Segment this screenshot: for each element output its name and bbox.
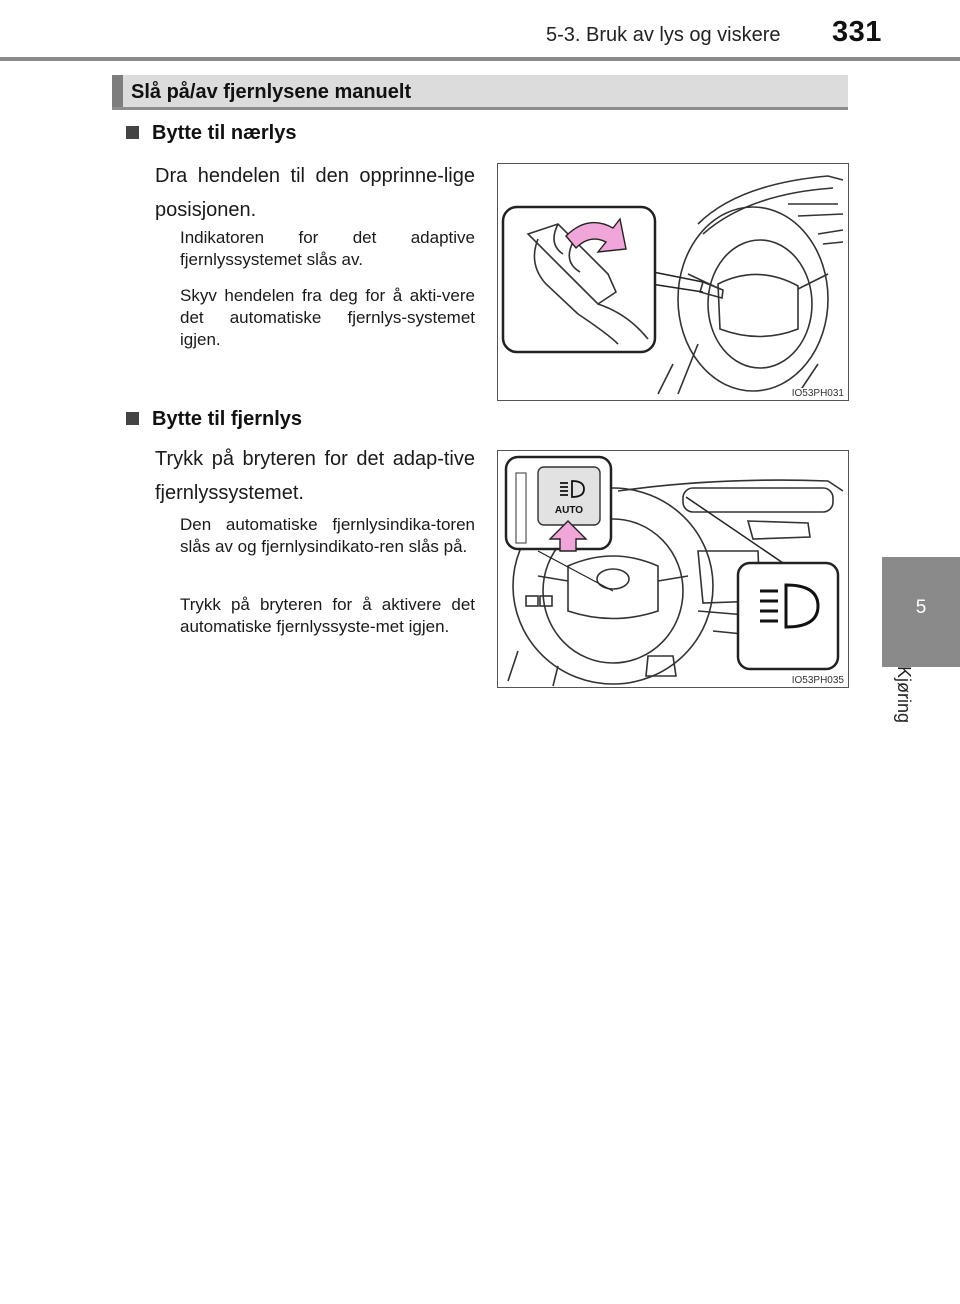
switch-illustration [498,451,848,687]
subheading-low-beam [126,122,296,145]
figure-switch-code: IO53PH035 [791,675,844,686]
square-bullet-icon [126,412,139,425]
header-rule [0,57,960,61]
section-title: Slå på/av fjernlysene manuelt [131,81,412,103]
auto-switch-label: AUTO [554,505,584,516]
chapter-number: 5 [915,597,927,618]
subheading-high-beam [126,408,302,431]
note-low-beam-2: Skyv hendelen fra deg for å akti-vere det automatiske fjernlys-systemet igjen. [180,286,475,349]
subheading-high-beam-text: Bytte til fjernlys [152,408,303,430]
section-heading-bar [112,75,848,109]
section-heading-accent [112,75,123,109]
instruction-low-beam: Dra hendelen til den opprinne-lige posisjonen. [155,165,475,221]
lever-illustration [498,164,848,400]
chapter-label-wrap [893,666,933,746]
note-low-beam-1: Indikatoren for det adaptive fjernlyssystemet slås av. [180,228,475,269]
chapter-tab [882,557,960,667]
figure-lever-code: IO53PH031 [791,388,844,399]
section-heading-underline [112,107,848,110]
header-section-title: 5-3. Bruk av lys og viskere [546,24,781,46]
subheading-low-beam-text: Bytte til nærlys [152,122,297,144]
square-bullet-icon [126,126,139,139]
page-number: 331 [832,16,882,48]
figure-switch [497,450,849,688]
note-high-beam-2: Trykk på bryteren for å aktivere det automatiske fjernlyssyste-met igjen. [180,595,475,636]
instruction-high-beam: Trykk på bryteren for det adap-tive fjernlyssystemet. [155,448,475,504]
chapter-label: Kjøring [894,666,914,724]
figure-lever [497,163,849,401]
note-high-beam-1: Den automatiske fjernlysindika-toren slås av og fjernlysindikato-ren slås på. [180,515,475,556]
